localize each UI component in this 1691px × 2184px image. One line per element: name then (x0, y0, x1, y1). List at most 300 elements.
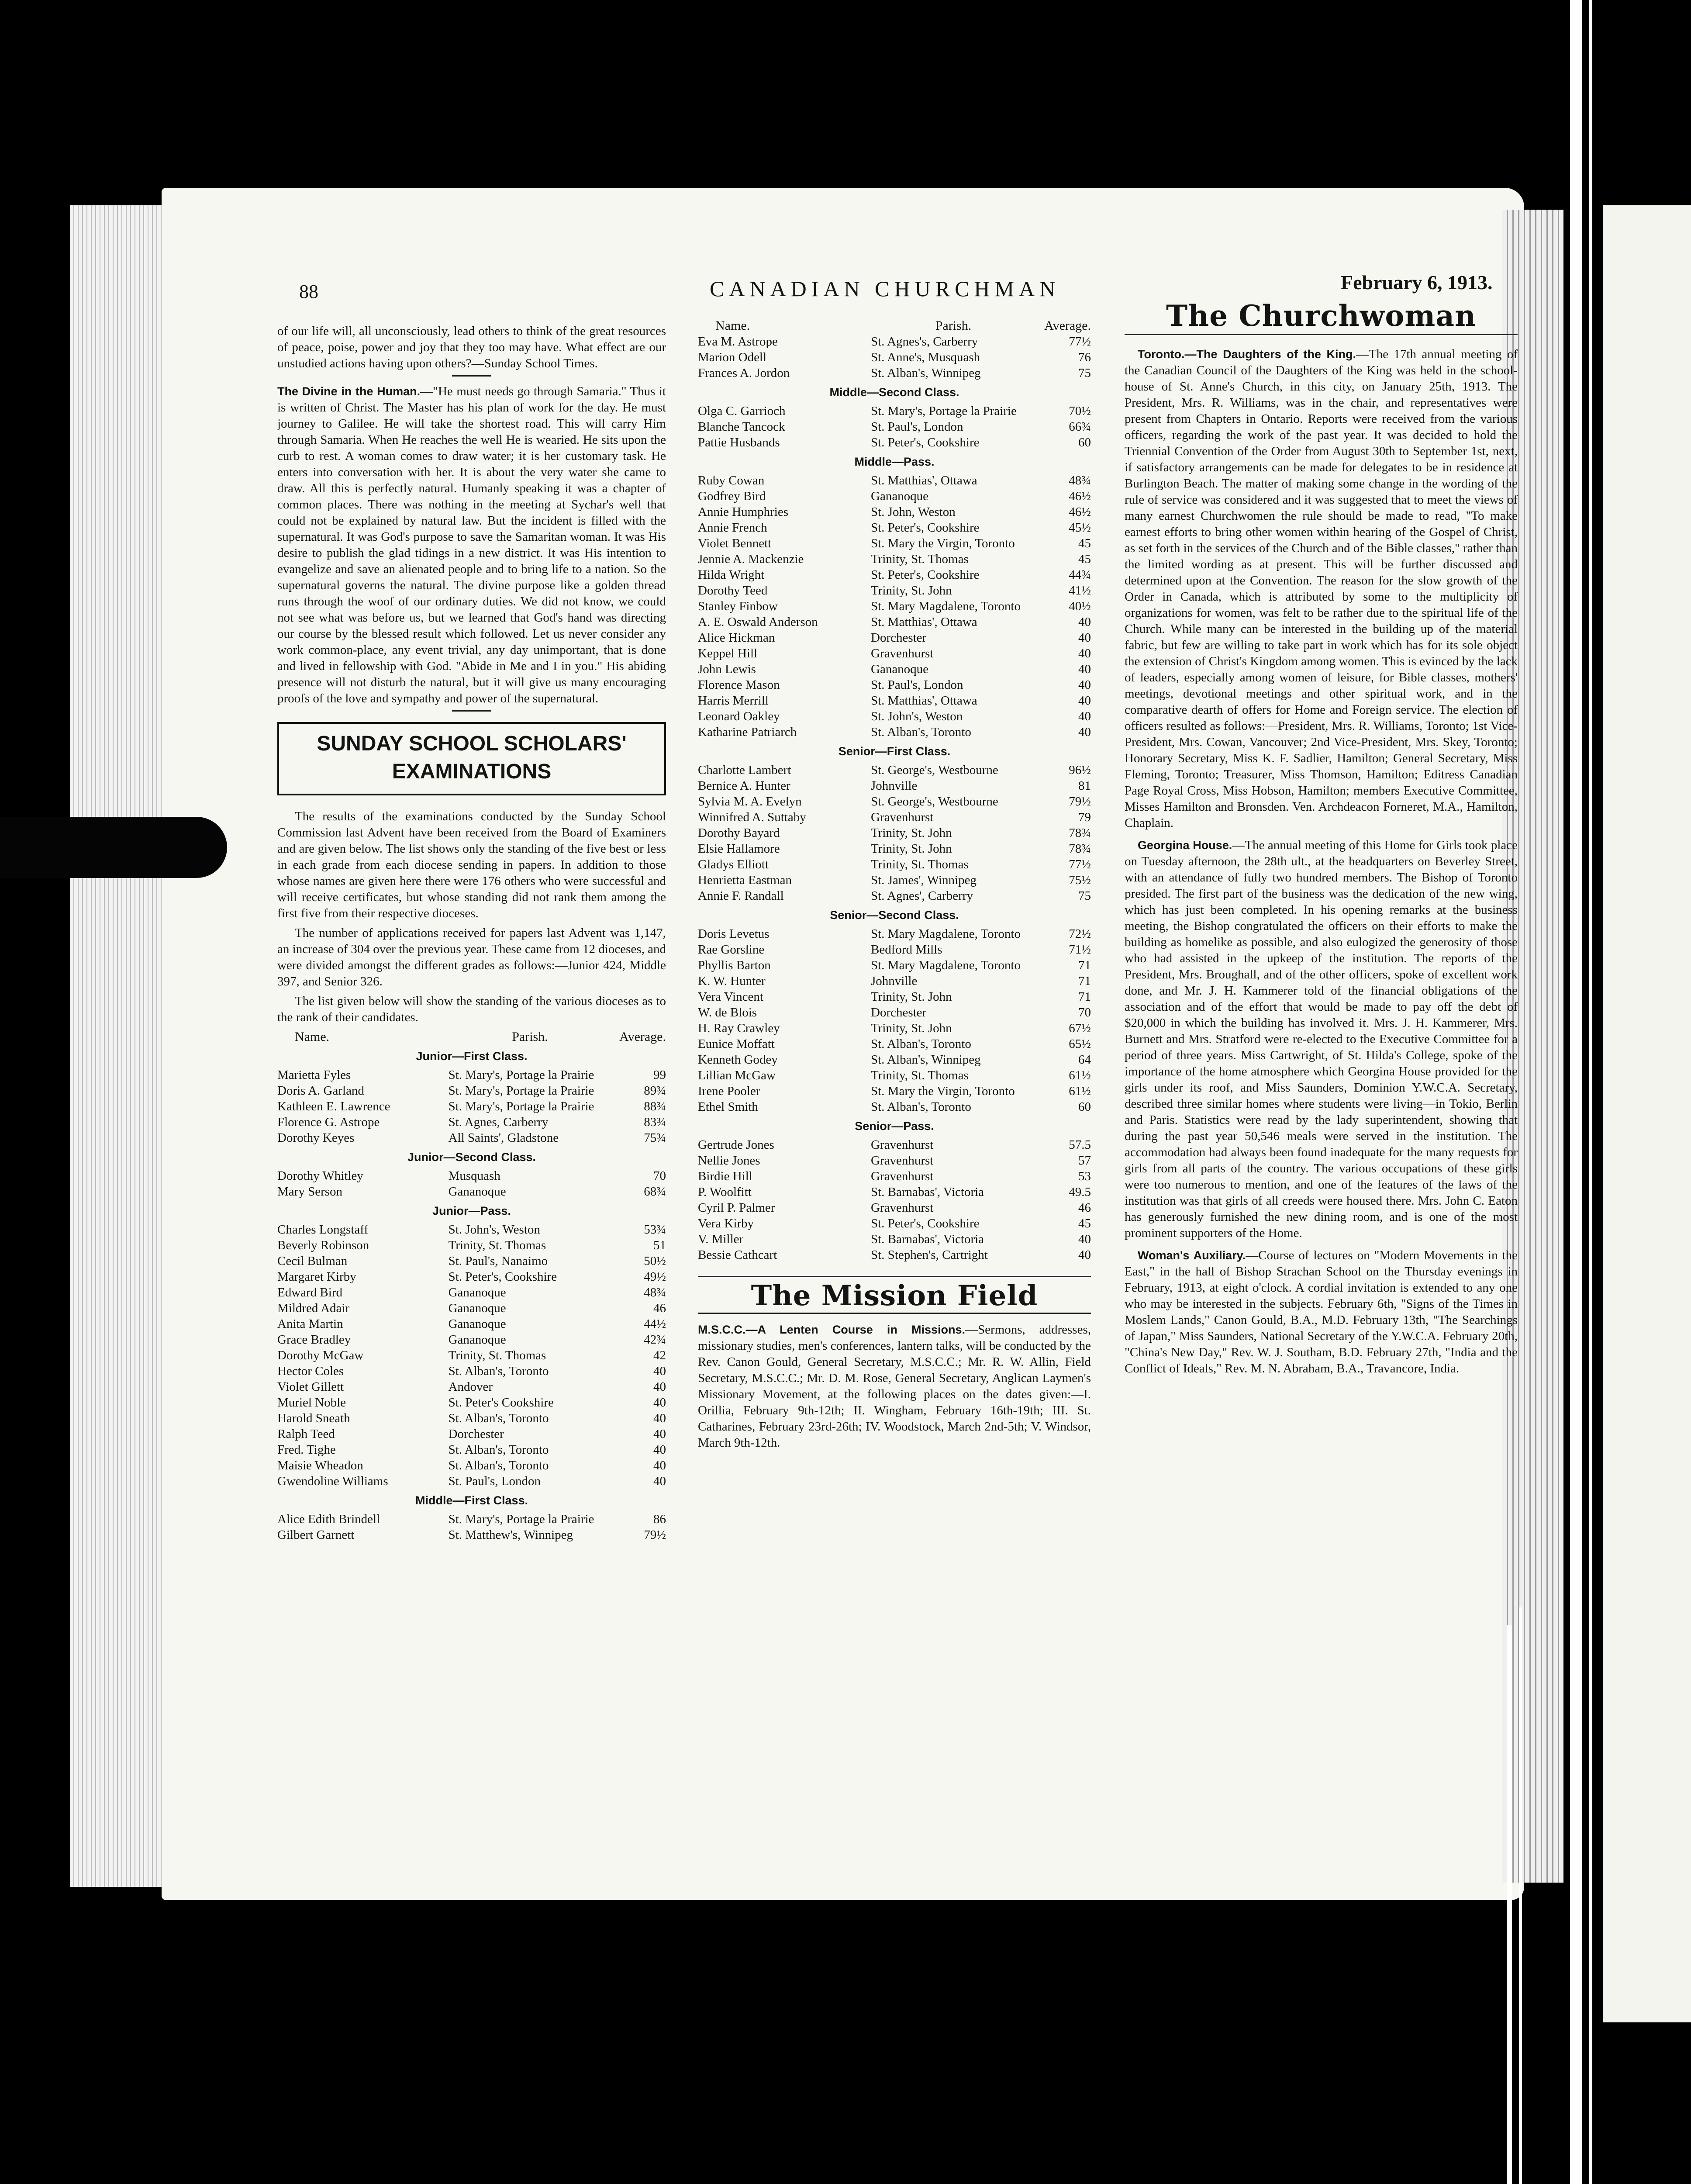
student-name: Gladys Elliott (698, 857, 769, 871)
grade-heading: Middle—Second Class. (829, 386, 959, 399)
parish-name: Trinity, St. John (871, 990, 952, 1004)
average-score: 40 (1078, 725, 1091, 739)
adjacent-page-fragment (1603, 205, 1691, 2022)
average-score: 70 (653, 1169, 666, 1183)
student-name: Elsie Hallamore (698, 842, 780, 856)
results-table (277, 1222, 666, 1489)
average-score: 75¾ (644, 1131, 666, 1145)
parish-name: St. Peter's, Cookshire (871, 568, 980, 582)
mission-field-heading: The Mission Field (751, 1279, 1038, 1312)
average-score: 66¾ (1069, 420, 1091, 434)
student-name: Olga C. Garrioch (698, 404, 786, 418)
average-score: 45 (1078, 552, 1091, 566)
toronto-title: Toronto.—The Daughters of the King. (1138, 348, 1356, 361)
table-row (277, 1168, 666, 1184)
table-row (698, 614, 1091, 630)
publication-title: CANADIAN CHURCHMAN (710, 276, 1060, 301)
student-name: Dorothy Keyes (277, 1131, 355, 1145)
results-table (277, 1511, 666, 1543)
table-row (277, 1395, 666, 1410)
table-row (277, 1222, 666, 1237)
student-name: Dorothy McGaw (277, 1348, 364, 1362)
parish-name: St. John's, Weston (871, 709, 963, 723)
parish-name: St. Mary Magdalene, Toronto (871, 958, 1021, 972)
student-name: Hilda Wright (698, 568, 765, 582)
student-name: Keppel Hill (698, 646, 758, 660)
col-header-average: Average. (619, 1030, 666, 1044)
average-score: 49½ (644, 1270, 666, 1284)
student-name: Nellie Jones (698, 1154, 760, 1168)
page-edges-left (70, 205, 166, 1887)
parish-name: St. Agnes, Carberry (448, 1115, 549, 1129)
parish-name: St. Mary's, Portage la Prairie (448, 1099, 594, 1113)
parish-name: St. Alban's, Toronto (448, 1443, 549, 1457)
student-name: Jennie A. Mackenzie (698, 552, 804, 566)
intro-paragraph: of our life will, all unconsciously, lead others to think of the great resources of peace, poise, power and joy that they too may have. What effect are our unstudied actions having upon others?—Sunday School Times. (277, 324, 666, 370)
list-paragraph: The list given below will show the standing of the various dioceses as to the rank of their candidates. (277, 994, 666, 1024)
student-name: K. W. Hunter (698, 974, 766, 988)
student-name: H. Ray Crawley (698, 1021, 780, 1035)
parish-name: All Saints', Gladstone (448, 1131, 559, 1145)
parish-name: St. Mary the Virgin, Toronto (871, 536, 1015, 550)
scanner-bar (1570, 0, 1582, 2184)
average-score: 40 (1078, 1248, 1091, 1262)
parish-name: Dorchester (871, 631, 927, 645)
student-name: Sylvia M. A. Evelyn (698, 795, 802, 809)
table-row (698, 504, 1091, 520)
parish-name: Gananoque (871, 489, 929, 503)
table-row (277, 1458, 666, 1473)
average-score: 48¾ (644, 1286, 666, 1299)
average-score: 70 (1078, 1006, 1091, 1019)
table-row (277, 1285, 666, 1300)
table-row (698, 1083, 1091, 1099)
average-score: 45 (1078, 536, 1091, 550)
student-name: Florence G. Astrope (277, 1115, 380, 1129)
parish-name: Trinity, St. Thomas (871, 552, 969, 566)
table-row (698, 1216, 1091, 1231)
parish-name: St. Alban's, Toronto (871, 1100, 971, 1114)
table-row (698, 841, 1091, 857)
table-row (277, 1527, 666, 1543)
average-score: 81 (1078, 779, 1091, 793)
table-row (277, 1473, 666, 1489)
table-row (698, 661, 1091, 677)
student-name: Henrietta Eastman (698, 873, 792, 887)
student-name: Irene Pooler (698, 1084, 760, 1098)
grade-heading: Middle—First Class. (415, 1494, 528, 1507)
table-row (698, 1020, 1091, 1036)
table-row (277, 1348, 666, 1363)
table-row (698, 536, 1091, 551)
average-score: 53 (1078, 1169, 1091, 1183)
parish-name: Trinity, St. Thomas (871, 857, 969, 871)
average-score: 96½ (1069, 763, 1091, 777)
student-name: Ethel Smith (698, 1100, 758, 1114)
average-score: 78¾ (1069, 826, 1091, 840)
georgina-title: Georgina House. (1138, 839, 1232, 852)
parish-name: St. Peter's Cookshire (448, 1396, 554, 1410)
results-table (277, 1067, 666, 1146)
col-header-name: Name. (715, 318, 750, 333)
average-score: 64 (1078, 1053, 1091, 1067)
average-score: 75 (1078, 889, 1091, 903)
student-name: P. Woolfitt (698, 1185, 752, 1199)
parish-name: St. Paul's, London (871, 678, 963, 692)
table-row (277, 1300, 666, 1316)
student-name: Harris Merrill (698, 694, 769, 708)
student-name: Dorothy Teed (698, 584, 768, 598)
parish-name: Johnville (871, 974, 918, 988)
average-score: 60 (1078, 435, 1091, 449)
parish-name: St. Matthias', Ottawa (871, 473, 977, 487)
table-row (698, 1068, 1091, 1083)
average-score: 51 (653, 1238, 666, 1252)
average-score: 88¾ (644, 1099, 666, 1113)
student-name: Godfrey Bird (698, 489, 766, 503)
table-row (698, 989, 1091, 1005)
average-score: 40 (1078, 1232, 1091, 1246)
student-name: Beverly Robinson (277, 1238, 369, 1252)
student-name: Violet Bennett (698, 536, 772, 550)
student-name: Harold Sneath (277, 1411, 350, 1425)
student-name: Rae Gorsline (698, 943, 765, 957)
table-row (698, 1168, 1091, 1184)
table-row (277, 1114, 666, 1130)
toronto-article (1125, 346, 1518, 831)
student-name: Phyllis Barton (698, 958, 771, 972)
scanner-bar (1519, 1607, 1522, 2184)
table-row (277, 1083, 666, 1099)
student-name: Mildred Adair (277, 1301, 350, 1315)
right-column (1125, 299, 1518, 1380)
table-row (277, 1442, 666, 1458)
table-row (698, 1052, 1091, 1068)
average-score: 78¾ (1069, 842, 1091, 856)
parish-name: Gravenhurst (871, 1138, 934, 1152)
parish-name: St. Alban's, Winnipeg (871, 1053, 981, 1067)
table-row (698, 825, 1091, 841)
parish-name: St. Agnes's, Carberry (871, 335, 978, 349)
student-name: Cyril P. Palmer (698, 1201, 775, 1215)
table-row (698, 1005, 1091, 1020)
table-row (698, 1036, 1091, 1052)
average-score: 40 (1078, 615, 1091, 629)
student-name: Frances A. Jordon (698, 366, 790, 380)
average-score: 40 (653, 1458, 666, 1472)
average-score: 46 (1078, 1201, 1091, 1215)
parish-name: Trinity, St. John (871, 826, 952, 840)
student-name: Anita Martin (277, 1317, 343, 1331)
parish-name: St. Alban's, Toronto (448, 1364, 549, 1378)
table-row (698, 888, 1091, 904)
exam-paragraph: The results of the examinations conducted by the Sunday School Commission last Advent have been received from the Board of Examiners and are given below. The list shows only the standing of the five best or less in each grade from each diocese sending in papers. In addition to those whose names are given here there were 176 others who were successful and will receive certificates, but whose standing did not rank them among the first five from their respective dioceses. (277, 809, 666, 920)
average-score: 70½ (1069, 404, 1091, 418)
parish-name: St. Peter's, Cookshire (448, 1270, 557, 1284)
parish-name: St. Peter's, Cookshire (871, 435, 980, 449)
table-row (277, 1099, 666, 1114)
student-name: Mary Serson (277, 1185, 343, 1199)
parish-name: Musquash (448, 1169, 500, 1183)
student-name: Marietta Fyles (277, 1068, 351, 1082)
average-score: 44¾ (1069, 568, 1091, 582)
average-score: 67½ (1069, 1021, 1091, 1035)
table-row (698, 778, 1091, 794)
table-row (698, 857, 1091, 872)
student-name: Leonard Oakley (698, 709, 780, 723)
table-row (698, 488, 1091, 504)
average-score: 40 (1078, 709, 1091, 723)
parish-name: St. Matthew's, Winnipeg (448, 1528, 573, 1542)
parish-name: St. Stephen's, Cartright (871, 1248, 988, 1262)
scanner-bar (1507, 1625, 1512, 2184)
results-list-middle (698, 384, 1091, 1263)
divine-text: —"He must needs go through Samaria." Thus it is written of Christ. The Master has his plan of work for the day. He must journey to Galilee. He will take the shortest road. This will carry Him through Samaria. When He reaches the well He is wearied. He sits upon the curb to rest. A woman comes to draw water; it is her customary task. He enters into conversation with her. It is about the very water she came to draw. All this is perfectly natural. Humanly speaking it was a chapter of common places. There was nothing in the meeting at Sychar's well that could not be explained by natural law. But the incident is filled with the supernatural. It was God's purpose to save the Samaritan woman. It was His desire to publish the glad tidings in a new district. It was His intention to evangelize and save an alienated people and to bring life to a nation. So the supernatural governs the natural. The divine purpose like a golden thread runs through the woof of our ordinary duties. We did not know, we could not see what was before us, but we learned that God's hand was directing our course by the blessed result which followed. Let us never consider any work common-place, any event trivial, any day unimportant, that is done and lived in fellowship with God. "Abide in Me and I in you." His abiding presence will not disturb the natural, but it will give us many encouraging proofs of the love and sympathy and power of the supernatural. (277, 384, 666, 705)
student-name: Annie Humphries (698, 505, 788, 519)
average-score: 40 (653, 1380, 666, 1394)
table-row (277, 1511, 666, 1527)
parish-name: St. Alban's, Toronto (448, 1458, 549, 1472)
parish-name: Dorchester (448, 1427, 504, 1441)
average-score: 76 (1078, 350, 1091, 364)
table-row (698, 349, 1091, 365)
average-score: 40 (653, 1474, 666, 1488)
average-score: 45½ (1069, 521, 1091, 535)
table-row (698, 646, 1091, 661)
results-table (698, 403, 1091, 450)
churchwoman-heading: The Churchwoman (1166, 299, 1476, 333)
student-name: A. E. Oswald Anderson (698, 615, 818, 629)
parish-name: St. Mary's, Portage la Prairie (448, 1084, 594, 1098)
parish-name: St. Paul's, Nanaimo (448, 1254, 548, 1268)
student-name: Muriel Noble (277, 1396, 346, 1410)
student-name: Maisie Wheadon (277, 1458, 363, 1472)
grade-heading: Junior—Second Class. (407, 1151, 536, 1164)
parish-name: Gananoque (448, 1185, 506, 1199)
table-row (698, 598, 1091, 614)
student-name: Stanley Finbow (698, 599, 778, 613)
col-header-name: Name. (295, 1030, 330, 1044)
table-row (277, 1067, 666, 1083)
grade-heading: Senior—Second Class. (830, 909, 959, 922)
average-score: 40 (1078, 646, 1091, 660)
grade-heading: Junior—First Class. (416, 1050, 528, 1063)
table-row (277, 1379, 666, 1395)
average-score: 61½ (1069, 1068, 1091, 1082)
average-score: 79 (1078, 810, 1091, 824)
table-row (277, 1130, 666, 1146)
table-row (698, 1137, 1091, 1153)
middle-column (698, 318, 1091, 1455)
table-row (277, 1426, 666, 1442)
average-score: 99 (653, 1068, 666, 1082)
student-name: W. de Blois (698, 1006, 757, 1019)
student-name: Winnifred A. Suttaby (698, 810, 806, 824)
student-name: Grace Bradley (277, 1333, 351, 1347)
parish-name: Gananoque (871, 662, 929, 676)
table-row (698, 520, 1091, 536)
parish-name: St. Barnabas', Victoria (871, 1185, 984, 1199)
page-number: 88 (299, 281, 318, 302)
table-row (277, 1316, 666, 1332)
col-header-parish: Parish. (512, 1030, 548, 1044)
student-name: Margaret Kirby (277, 1270, 356, 1284)
table-row (698, 677, 1091, 693)
table-row (698, 1153, 1091, 1168)
average-score: 46½ (1069, 505, 1091, 519)
divider (452, 710, 491, 712)
average-score: 53¾ (644, 1223, 666, 1237)
student-name: Gertrude Jones (698, 1138, 774, 1152)
student-name: Charlotte Lambert (698, 763, 791, 777)
results-table (698, 1137, 1091, 1263)
student-name: Doris Levetus (698, 927, 770, 941)
table-row (698, 630, 1091, 646)
grade-heading: Senior—Pass. (855, 1120, 934, 1133)
parish-name: St. Paul's, London (448, 1474, 541, 1488)
student-name: Lillian McGaw (698, 1068, 776, 1082)
table-row (277, 1184, 666, 1199)
parish-name: St. Mary's, Portage la Prairie (448, 1512, 594, 1526)
student-name: Ralph Teed (277, 1427, 335, 1441)
results-table (698, 334, 1091, 381)
georgina-text: —The annual meeting of this Home for Girls took place on Tuesday afternoon, the 28th ult., at the headquarters on Beverley Street, with an attendance of fully two hundred members. The Bishop of Toronto presided. The first part of the business was the dedication of the new wing, which has just been completed. In his opening remarks at the business meeting, the Bishop congratulated the officers on their efforts to make the building as homelike as possible, and also eulogized the generosity of those who had assisted in the upkeep of the institution. The reports of the President, Mrs. Broughall, and of the other officers, spoke of excellent work done, and Mr. J. H. Kammerer told of the financial obligations of the association and of the effort that would be made to pay off the debt of $20,000 in which the building has involved it. Mrs. J. H. Kammerer, Mrs. Burnett and Mrs. Stratford were re-elected to the Executive Committee for a period of three years. Miss Cartwright, of St. Hilda's College, spoke of the importance of the home atmosphere which Georgina House provided for the girls under its roof, and Miss Saunders, Dominion Y.W.C.A. Secretary, described three similar homes where students were living—in Tokio, Berlin and Paris. Statistics were read by the lady superintendent, showing that during the past year 50,546 meals were served in the institution. The accommodation had always been found inadequate for the many requests for girls from all parts of the country. The various occupations of these girls were too numerous to mention, and one of the features of the laws of the institution was that girls of all creeds were housed there. Mrs. John C. Eaton has generously furnished the new dining room, and is one of the most prominent supporters of the Home. (1125, 838, 1518, 1240)
average-score: 46½ (1069, 489, 1091, 503)
parish-name: St. Barnabas', Victoria (871, 1232, 984, 1246)
parish-name: Gananoque (448, 1333, 506, 1347)
average-score: 71½ (1069, 943, 1091, 957)
student-name: Gwendoline Williams (277, 1474, 388, 1488)
parish-name: Gravenhurst (871, 1154, 934, 1168)
average-score: 79½ (644, 1528, 666, 1542)
table-row (698, 583, 1091, 598)
parish-name: Trinity, St. John (871, 1021, 952, 1035)
student-name: Alice Hickman (698, 631, 775, 645)
table-row (698, 419, 1091, 435)
table-row (698, 973, 1091, 989)
student-name: Annie F. Randall (698, 889, 784, 903)
table-row (277, 1269, 666, 1285)
table-row (698, 872, 1091, 888)
table-row (698, 567, 1091, 583)
average-score: 40 (1078, 694, 1091, 708)
student-name: Bessie Cathcart (698, 1248, 777, 1262)
average-score: 40 (1078, 678, 1091, 692)
parish-name: St. John, Weston (871, 505, 956, 519)
average-score: 77½ (1069, 335, 1091, 349)
student-name: Annie French (698, 521, 767, 535)
student-name: Pattie Husbands (698, 435, 780, 449)
table-row (698, 794, 1091, 809)
student-name: John Lewis (698, 662, 756, 676)
table-row (698, 1231, 1091, 1247)
parish-name: St. James', Winnipeg (871, 873, 977, 887)
table-row (698, 365, 1091, 381)
parish-name: Gravenhurst (871, 810, 934, 824)
table-row (698, 762, 1091, 778)
student-name: Bernice A. Hunter (698, 779, 790, 793)
parish-name: Johnville (871, 779, 918, 793)
average-score: 57 (1078, 1154, 1091, 1168)
table-row (698, 403, 1091, 419)
parish-name: Trinity, St. Thomas (448, 1238, 546, 1252)
table-row (698, 334, 1091, 349)
student-name: Ruby Cowan (698, 473, 765, 487)
results-table (698, 473, 1091, 740)
table-row (698, 809, 1091, 825)
divine-title: The Divine in the Human. (277, 385, 421, 398)
table-row (698, 1247, 1091, 1263)
results-list-continued (698, 334, 1091, 381)
parish-name: Trinity, St. John (871, 584, 952, 598)
student-name: Katharine Patriarch (698, 725, 797, 739)
average-score: 44½ (644, 1317, 666, 1331)
results-list-left (277, 1029, 666, 1543)
parish-name: St. Anne's, Musquash (871, 350, 980, 364)
parish-name: St. Alban's, Toronto (871, 725, 971, 739)
student-name: Vera Vincent (698, 990, 763, 1004)
average-score: 50½ (644, 1254, 666, 1268)
parish-name: St. George's, Westbourne (871, 795, 998, 809)
average-score: 89¾ (644, 1084, 666, 1098)
student-name: Birdie Hill (698, 1169, 752, 1183)
parish-name: Trinity, St. John (871, 842, 952, 856)
parish-name: St. Paul's, London (871, 420, 963, 434)
divider (452, 375, 491, 377)
average-score: 75½ (1069, 873, 1091, 887)
average-score: 60 (1078, 1100, 1091, 1114)
table-row (698, 1200, 1091, 1216)
grade-heading: Senior—First Class. (838, 745, 951, 758)
student-name: V. Miller (698, 1232, 744, 1246)
student-name: Gilbert Garnett (277, 1528, 355, 1542)
parish-name: Dorchester (871, 1006, 927, 1019)
average-score: 65½ (1069, 1037, 1091, 1051)
student-name: Fred. Tighe (277, 1443, 336, 1457)
table-row (698, 551, 1091, 567)
parish-name: St. Matthias', Ottawa (871, 694, 977, 708)
table-row (698, 1099, 1091, 1115)
average-score: 57.5 (1069, 1138, 1091, 1152)
table-row (698, 926, 1091, 942)
table-row (277, 1410, 666, 1426)
toronto-text: —The 17th annual meeting of the Canadian Council of the Daughters of the King was held in the school-house of St. Anne's Church, in this city, on January 25th, 1913. The President, Mrs. R. Williams, was in the chair, and representatives were present from Chapters in Ontario. Reports were received from the various officers, regarding the work of the past year. It was decided to hold the Triennial Convention of the Order from August 30th to September 1st, next, if satisfactory arrangements can be made for delegates to be in residence at Burlington Beach. The matter of making some change in the wording of the rule of service was considered and it was suggested that to meet the views of many earnest Churchwomen the rule should be made to read, "To make earnest efforts to bring other women within hearing of the Gospel of Christ, as set forth in the services of the Church and of the Bible classes," rather than the limited wording as at present. This will be further discussed and determined upon at the Convention. The reason for the slow growth of the Order in Canada, which is attributed by some to the multiplicity of organizations for women, was felt to be rather due to the spiritual life of the Church. While many can be interested in the building up of the material fabric, but few are willing to take part in work which has for its sole object the extension of Christ's Kingdom among women. This is evinced by the lack of leaders, especially among women of leisure, for Bible classes, mothers' meetings, devotional meetings and other spiritual work, and in the comparative dearth of offers for Home and Foreign service. The election of officers resulted as follows:—President, Mrs. R. Williams, Toronto; 1st Vice-President, Mrs. Cowan, Vancouver; 2nd Vice-President, Mrs. Skey, Toronto; Honorary Secretary, Miss K. F. Sadlier, Hamilton; General Secretary, Miss Fleming, Toronto; Treasurer, Miss Thomson, Hamilton; Editress Canadian Page Royal Cross, Miss Hobson, Hamilton; members Executive Committee, Misses Hamilton and Bronsden. Ven. Archdeacon Forneret, M.A., Hamilton, Chaplain. (1125, 347, 1518, 830)
student-name: Dorothy Bayard (698, 826, 780, 840)
parish-name: Gananoque (448, 1301, 506, 1315)
table-row (698, 1184, 1091, 1200)
parish-name: St. Mary's, Portage la Prairie (448, 1068, 594, 1082)
average-score: 40 (653, 1396, 666, 1410)
auxiliary-text: —Course of lectures on "Modern Movements in the East," in the hall of Bishop Strachan School on the Thursday evenings in February, 1913, at eight o'clock. A cordial invitation is extended to any one who may be interested in the subjects. February 6th, "Signs of the Times in Moslem Lands," Canon Gould, B.A., M.D. February 13th, "The Searchings of Japan," Miss Saunders, National Secretary of the Y.W.C.A. February 20th, "China's New Day," Rev. W. J. Southam, B.D. February 27th, "India and the Conflict of Ideals," Rev. M. N. Abraham, B.A., Travancore, India. (1125, 1248, 1518, 1375)
binding-clip (0, 817, 227, 878)
student-name: Blanche Tancock (698, 420, 785, 434)
student-name: Dorothy Whitley (277, 1169, 363, 1183)
table-row (277, 1237, 666, 1253)
table-row (698, 708, 1091, 724)
average-score: 40 (653, 1443, 666, 1457)
divider (698, 1313, 1091, 1314)
parish-name: Trinity, St. Thomas (448, 1348, 546, 1362)
parish-name: Gananoque (448, 1317, 506, 1331)
mscc-article (698, 1322, 1091, 1451)
parish-name: St. Agnes', Carberry (871, 889, 973, 903)
student-name: Hector Coles (277, 1364, 344, 1378)
average-score: 45 (1078, 1216, 1091, 1230)
average-score: 40 (653, 1411, 666, 1425)
table-row (698, 724, 1091, 740)
divider (1125, 334, 1518, 335)
grade-heading: Middle—Pass. (854, 455, 935, 468)
